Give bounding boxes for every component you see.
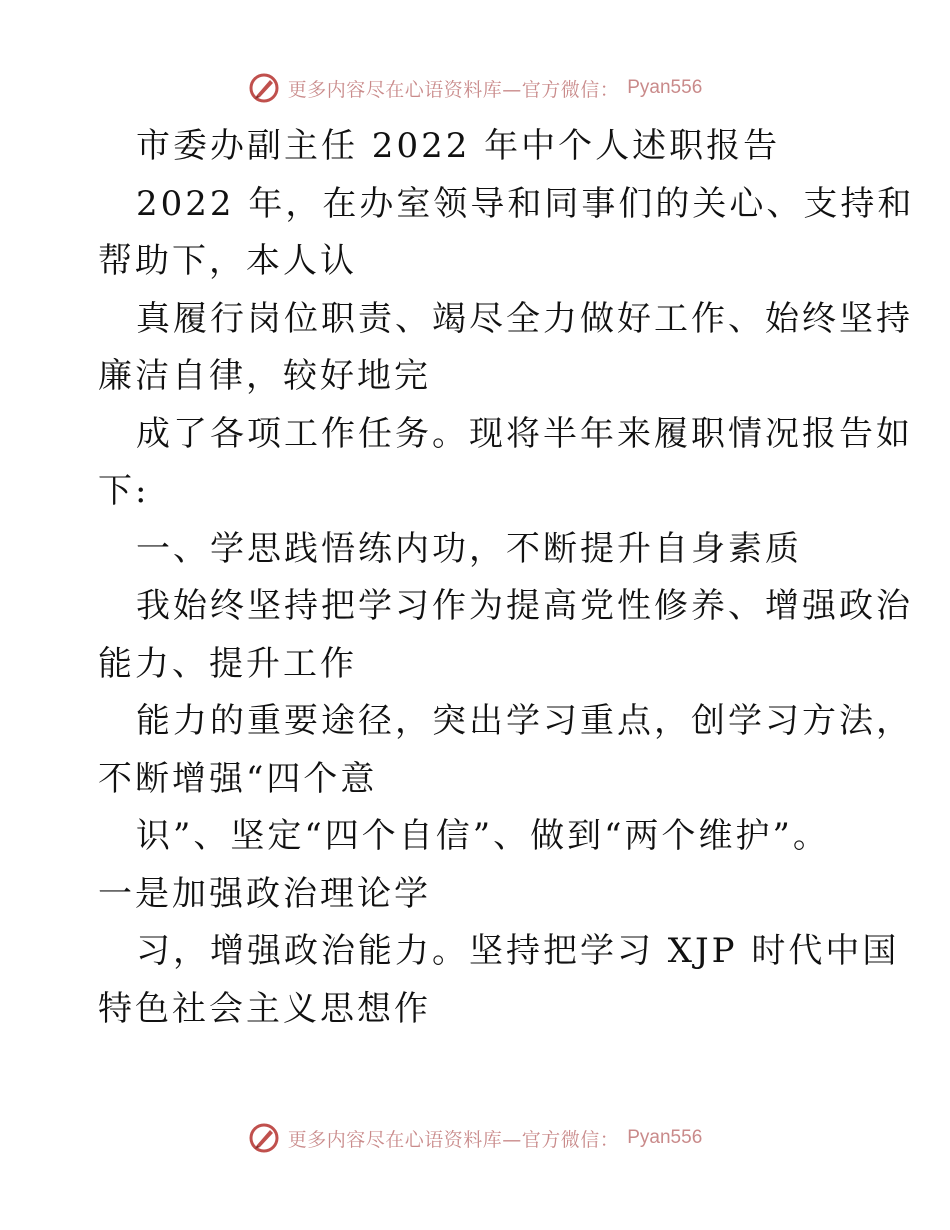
document-line: 习，增强政治能力。坚持把学习 XJP 时代中国 [136, 931, 900, 971]
document-line: 不断增强“四个意 [98, 758, 378, 799]
document-line: 成了各项工作任务。现将半年来履职情况报告如 [136, 413, 913, 454]
document-line: 真履行岗位职责、竭尽全力做好工作、始终坚持 [136, 298, 913, 339]
document-line: 一、学思践悟练内功，不断提升自身素质 [136, 528, 802, 569]
footer-watermark [0, 1122, 950, 1154]
quill-pen-circle-icon [248, 72, 280, 104]
document-line: 我始终坚持把学习作为提高党性修养、增强政治 [136, 586, 913, 626]
document-line: 2022 年，在办室领导和同事们的关心、支持和 [136, 183, 915, 224]
quill-pen-circle-icon [248, 1122, 280, 1154]
watermark-text: 更多内容尽在心语资料库—官方微信： [287, 78, 620, 101]
watermark-text: 更多内容尽在心语资料库—官方微信： [287, 1128, 620, 1151]
document-line: 能力的重要途径，突出学习重点，创学习方法， [136, 701, 913, 741]
watermark-handle: Pyan556 [627, 77, 703, 98]
document-line: 下: [98, 471, 150, 511]
document-line: 市委办副主任 2022 年中个人述职报告 [136, 126, 781, 166]
document-body [98, 118, 915, 1038]
document-line: 识”、坚定“四个自信”、做到“两个维护”。 [136, 816, 830, 856]
document-line: 特色社会主义思想作 [98, 988, 431, 1029]
document-line: 一是加强政治理论学 [98, 873, 431, 914]
header-watermark [0, 72, 950, 104]
document-line: 帮助下，本人认 [98, 241, 357, 281]
document-line: 廉洁自律，较好地完 [98, 356, 431, 396]
document-line: 能力、提升工作 [98, 643, 357, 684]
watermark-handle: Pyan556 [627, 1127, 703, 1148]
